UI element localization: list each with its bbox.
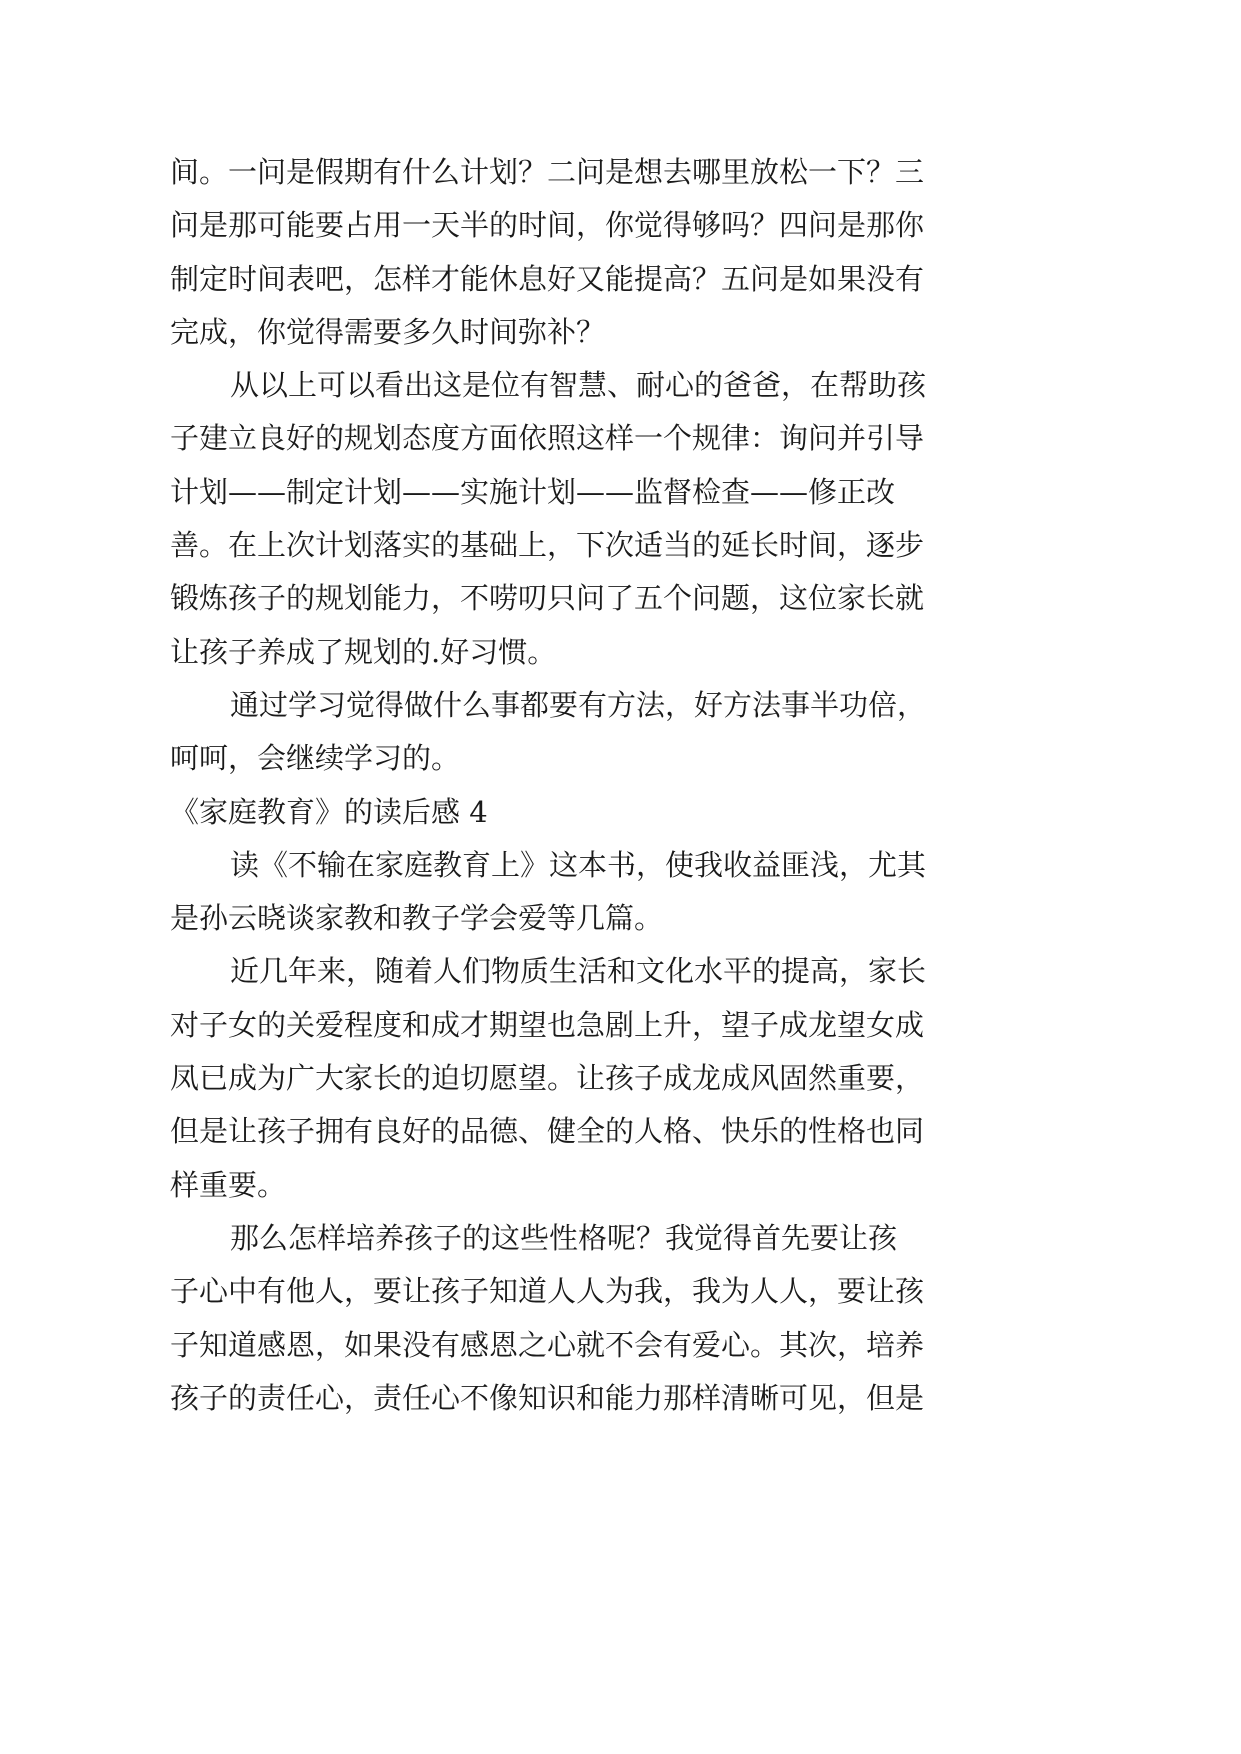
paragraph — [170, 839, 960, 946]
text-line: 孩子的责任心，责任心不像知识和能力那样清晰可见，但是 — [170, 1380, 925, 1415]
text-line: 子建立良好的规划态度方面依照这样一个规律：询问并引导 — [170, 421, 925, 456]
paragraph — [170, 146, 960, 359]
text-line: 善。在上次计划落实的基础上，下次适当的延长时间，逐步 — [170, 528, 925, 563]
text-line: 完成，你觉得需要多久时间弥补？ — [170, 314, 606, 349]
text-line: 凤已成为广大家长的迫切愿望。让孩子成龙成风固然重要， — [170, 1061, 925, 1096]
text-line: 样重要。 — [170, 1167, 287, 1202]
text-line: 锻炼孩子的规划能力，不唠叨只问了五个问题，这位家长就 — [170, 581, 925, 616]
text-line: 但是让孩子拥有良好的品德、健全的人格、快乐的性格也同 — [170, 1114, 925, 1149]
paragraph — [170, 679, 960, 786]
text-line: 从以上可以看出这是位有智慧、耐心的爸爸，在帮助孩 — [230, 368, 927, 403]
text-line: 制定时间表吧，怎样才能休息好又能提高？五问是如果没有 — [170, 261, 925, 296]
paragraph — [170, 945, 960, 1211]
text-line: 近几年来，随着人们物质生活和文化水平的提高，家长 — [230, 954, 927, 989]
paragraph — [170, 359, 960, 679]
text-line: 读《不输在家庭教育上》这本书，使我收益匪浅，尤其 — [230, 847, 927, 882]
text-line: 计划——制定计划——实施计划——监督检查——修正改 — [170, 474, 896, 509]
text-line: 呵呵，会继续学习的。 — [170, 741, 461, 776]
text-line: 子知道感恩，如果没有感恩之心就不会有爱心。其次，培养 — [170, 1327, 925, 1362]
text-line: 那么怎样培养孩子的这些性格呢？我觉得首先要让孩 — [230, 1220, 898, 1255]
text-line: 通过学习觉得做什么事都要有方法，好方法事半功倍， — [230, 687, 927, 722]
text-line: 对子女的关爱程度和成才期望也急剧上升，望子成龙望女成 — [170, 1007, 925, 1042]
text-line: 是孙云晓谈家教和教子学会爱等几篇。 — [170, 901, 664, 936]
paragraph — [170, 1212, 960, 1425]
text-line: 子心中有他人，要让孩子知道人人为我，我为人人，要让孩 — [170, 1274, 925, 1309]
text-line: 问是那可能要占用一天半的时间，你觉得够吗？四问是那你 — [170, 208, 925, 243]
section-heading — [170, 786, 960, 839]
text-line: 间。一问是假期有什么计划？二问是想去哪里放松一下？三 — [170, 155, 925, 189]
text-line: 让孩子养成了规划的.好习惯。 — [170, 634, 557, 669]
heading-text: 《家庭教育》的读后感 4 — [170, 794, 488, 829]
document-body — [170, 146, 960, 1425]
